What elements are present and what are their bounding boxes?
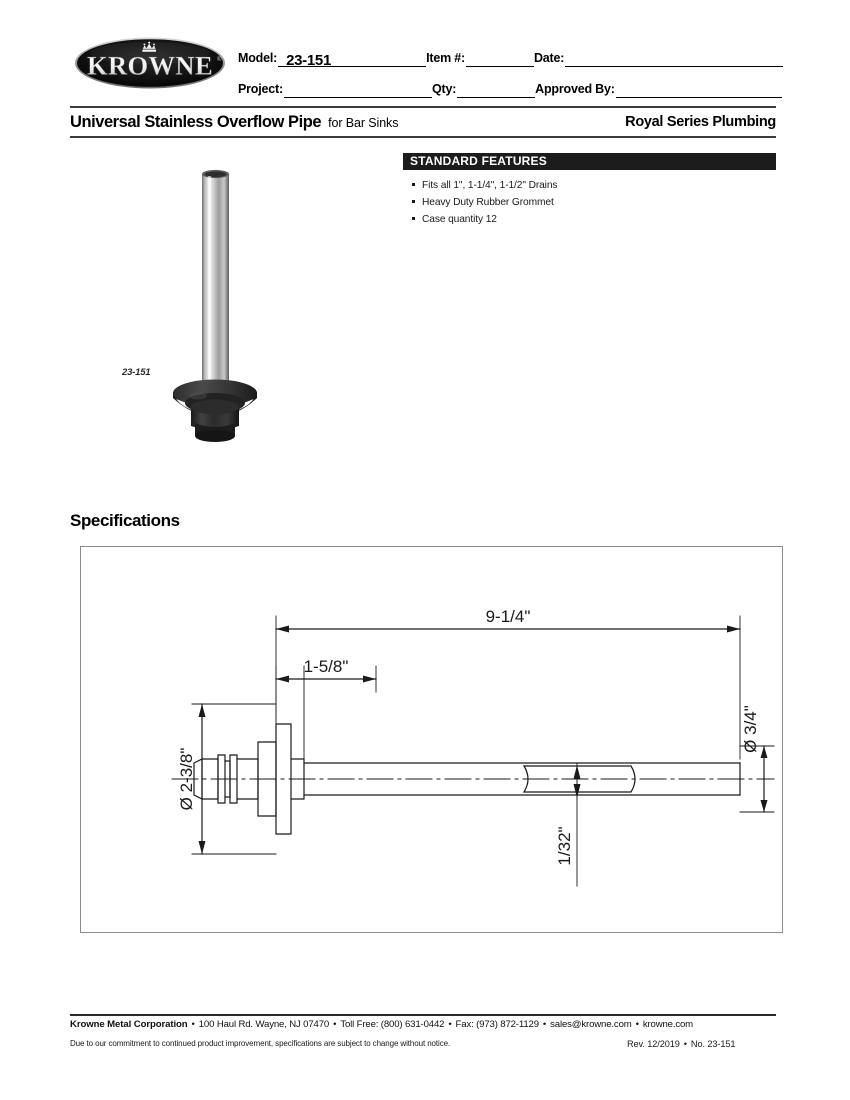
model-value: 23-151 — [286, 52, 331, 69]
project-label: Project: — [238, 82, 283, 96]
footer-website-link[interactable]: krowne.com — [642, 1019, 694, 1030]
date-label: Date: — [533, 51, 565, 65]
specifications-heading: Specifications — [70, 511, 180, 530]
series-label: Royal Series Plumbing — [625, 114, 776, 130]
item-field[interactable] — [426, 51, 534, 67]
footer-separator: • — [683, 1039, 687, 1049]
item-value — [466, 52, 474, 69]
specifications-drawing — [80, 546, 783, 933]
bullet-icon — [412, 183, 415, 186]
svg-text:®: ® — [217, 57, 222, 63]
standard-features-panel — [403, 153, 776, 228]
page-header — [70, 30, 776, 102]
footer-disclaimer: Due to our commitment to continued product improvement, specifications are subject to change without notice. — [70, 1039, 451, 1048]
product-photo-caption: 23-151 — [122, 367, 151, 378]
footer-number: No. 23-151 — [690, 1039, 736, 1049]
footer-company: Krowne Metal Corporation — [70, 1019, 188, 1030]
feature-item-label: Heavy Duty Rubber Grommet — [422, 197, 554, 208]
footer-revision-info — [627, 1038, 735, 1050]
feature-item-label: Fits all 1", 1-1/4", 1-1/2" Drains — [422, 180, 558, 191]
standard-features-heading: STANDARD FEATURES — [410, 154, 547, 168]
date-input[interactable] — [565, 52, 783, 67]
dimension-slot-width — [574, 764, 581, 799]
approved-by-field[interactable] — [535, 82, 782, 98]
footer-separator: • — [635, 1019, 639, 1030]
footer-fax: Fax: (973) 872-1129 — [455, 1019, 539, 1030]
date-value — [565, 52, 573, 69]
dimension-label-pipe-diameter: Ø 3/4" — [741, 705, 760, 753]
dimension-label-flange-length: 1-5/8" — [303, 657, 349, 676]
dimension-label-overall-length: 9-1/4" — [485, 607, 531, 626]
footer-address: 100 Haul Rd. Wayne, NJ 07470 — [198, 1019, 330, 1030]
approved-by-label: Approved By: — [535, 82, 615, 96]
standard-features-list — [403, 170, 776, 228]
footer-revision: Rev. 12/2019 — [627, 1039, 680, 1049]
approved-by-value — [616, 83, 624, 100]
feature-item — [412, 211, 776, 228]
header-fields-row-1 — [238, 41, 776, 67]
qty-value — [457, 83, 465, 100]
qty-label: Qty: — [431, 82, 457, 96]
feature-item-label: Case quantity 12 — [422, 214, 497, 225]
model-label: Model: — [238, 51, 278, 65]
standard-features-header — [403, 153, 776, 170]
header-fields — [238, 30, 776, 102]
svg-text:KROWNE: KROWNE — [86, 50, 214, 81]
product-photo — [118, 160, 298, 445]
item-input[interactable] — [466, 52, 534, 67]
model-input[interactable] — [278, 52, 426, 67]
footer-toll-free: Toll Free: (800) 631-0442 — [340, 1019, 445, 1030]
item-label: Item #: — [426, 51, 465, 65]
bullet-icon — [412, 200, 415, 203]
feature-item — [412, 194, 776, 211]
page-title-main: Universal Stainless Overflow Pipe — [70, 113, 322, 131]
footer-separator: • — [333, 1019, 337, 1030]
bullet-icon — [412, 217, 415, 220]
rubber-grommet — [173, 380, 257, 443]
stainless-tube — [202, 170, 229, 382]
footer-email-link[interactable]: sales@krowne.com — [550, 1019, 632, 1030]
footer-separator: • — [448, 1019, 452, 1030]
footer-separator: • — [191, 1019, 195, 1030]
footer-separator: • — [542, 1019, 547, 1030]
project-field[interactable] — [238, 82, 432, 98]
qty-field[interactable] — [432, 82, 535, 98]
feature-item — [412, 177, 776, 194]
dimension-label-flange-diameter: Ø 2-3/8" — [177, 747, 196, 811]
page-title — [70, 112, 398, 133]
title-rule-bottom — [70, 136, 776, 138]
date-field[interactable] — [534, 51, 783, 67]
approved-by-input[interactable] — [616, 83, 782, 98]
dimension-label-slot-width: 1/32" — [555, 826, 574, 866]
dimension-overall-length — [276, 626, 740, 633]
footer-contact — [70, 1018, 780, 1032]
project-input[interactable] — [284, 83, 432, 98]
qty-input[interactable] — [457, 83, 535, 98]
project-value — [284, 83, 292, 100]
title-rule-top — [70, 106, 776, 108]
krowne-logo — [74, 36, 226, 90]
page-title-sub: for Bar Sinks — [328, 116, 399, 130]
footer-rule — [70, 1014, 776, 1016]
extension-lines — [192, 616, 774, 886]
model-field[interactable] — [238, 51, 426, 67]
header-fields-row-2 — [238, 72, 776, 98]
